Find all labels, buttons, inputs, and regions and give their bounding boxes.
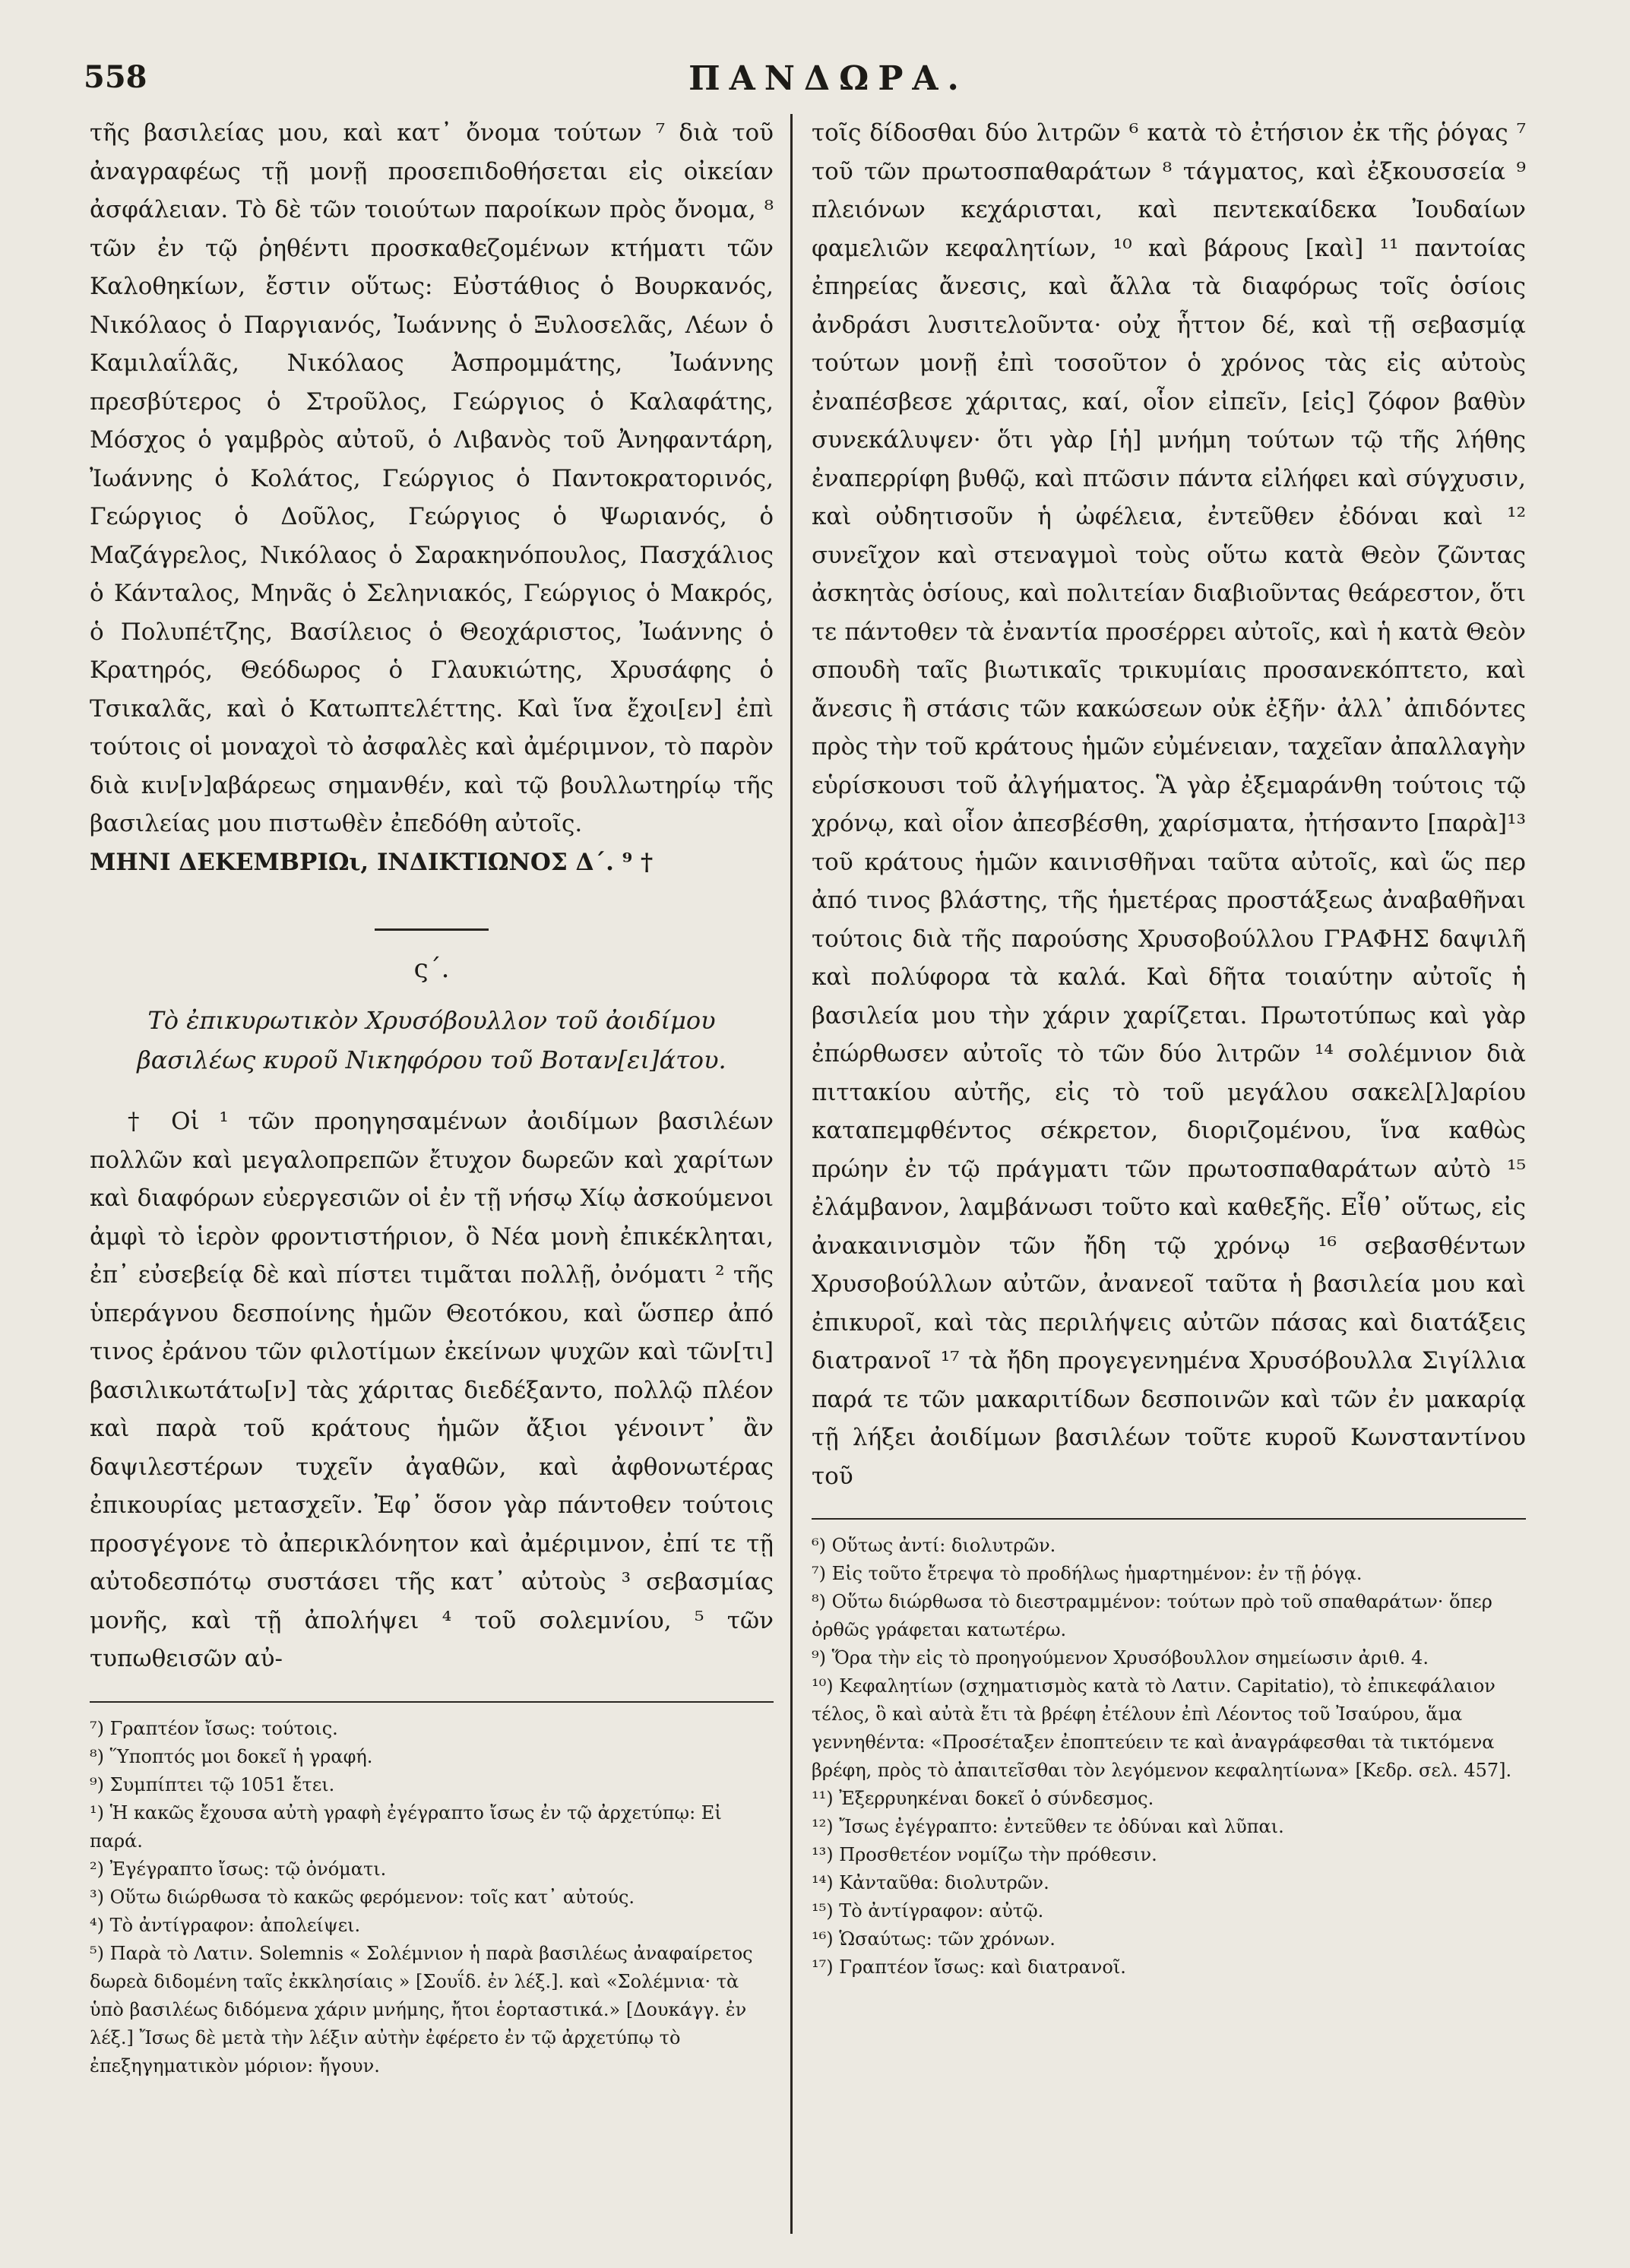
- footnote: ⁸) Ὕποπτός μοι δοκεῖ ἡ γραφή.: [90, 1745, 373, 1767]
- section-title: Τὸ ἐπικυρωτικὸν Χρυσόβουλλον τοῦ ἀοιδίμου βασιλέως κυροῦ Νικηφόρου τοῦ Βοταν[ει]άτου.: [137, 1006, 726, 1074]
- footnote: ¹⁶) Ὡσαύτως: τῶν χρόνων.: [812, 1928, 1056, 1950]
- footnote: ²) Ἐγέγραπτο ἴσως: τῷ ὀνόματι.: [90, 1858, 387, 1880]
- section-number: ς΄.: [413, 954, 450, 984]
- page-number: 558: [84, 59, 147, 95]
- left-footnotes: [90, 1715, 774, 2080]
- right-body-text: [812, 114, 1526, 1495]
- footnote: ¹) Ἡ κακῶς ἔχουσα αὐτὴ γραφὴ ἐγέγραπτο ἴσως ἐν τῷ ἀρχετύπῳ: Εἰ παρά.: [90, 1801, 722, 1852]
- closing-date-line: ΜΗΝΙ ΔΕΚΕΜΒΡΙΩι, ΙΝΔΙΚΤΙΩΝΟΣ Δ΄. ⁹ †: [90, 848, 654, 876]
- footnote: ¹⁵) Τὸ ἀντίγραφον: αὐτῷ.: [812, 1900, 1044, 1922]
- footnote: ⁵) Παρὰ τὸ Λατιν. Solemnis « Σολέμνιον ἡ παρὰ βασιλέως ἀναφαίρετος δωρεὰ διδομένη ταῖς ἐκκλησίαις » [Σουΐδ. ἐν λέξ.]. καὶ «Σολέμνια· τὰ ὑπὸ βασιλέως διδόμενα χάριν μνήμης, ἤτοι ἑορταστικά.» [Δουκάγγ. ἐν λέξ.] Ἴσως δὲ μετὰ τὴν λέξιν αὐτὴν ἐφέρετο ἐν τῷ ἀρχετύπῳ τὸ ἐπεξηγηματικὸν μόριον: ἤγουν.: [90, 1942, 753, 2077]
- footnote: ⁹) Ὅρα τὴν εἰς τὸ προηγούμενον Χρυσόβουλλον σημείωσιν ἀριθ. 4.: [812, 1647, 1429, 1669]
- footnote: ⁷) Γραπτέον ἴσως: τούτοις.: [90, 1717, 338, 1739]
- right-footnotes: [812, 1532, 1526, 1982]
- section-divider: [375, 928, 489, 931]
- footnote: ¹⁷) Γραπτέον ἴσως: καὶ διατρανοῖ.: [812, 1956, 1126, 1978]
- right-text-block: τοῖς δίδοσθαι δύο λιτρῶν ⁶ κατὰ τὸ ἐτήσιον ἐκ τῆς ῥόγας ⁷ τοῦ τῶν πρωτοσπαθαράτων ⁸ τάγματος, καὶ ἐξκουσσεία ⁹ πλειόνων κεχάρισται, καὶ πεντεκαίδεκα Ἰουδαίων φαμελιῶν κεφαλητίων, ¹⁰ καὶ βάρους [καὶ] ¹¹ παντοίας ἐπηρείας ἄνεσις, καὶ ἄλλα τὰ διαφόρως τοῖς ὁσίοις ἀνδράσι λυσιτελοῦντα· οὐχ ἧττον δέ, καὶ τῇ σεβασμίᾳ τούτων μονῇ ἐπὶ τοσοῦτον ὁ χρόνος τὰς εἰς αὐτοὺς ἐναπέσβεσε χάριτας, καί, οἷον εἰπεῖν, [εἰς] ζόφον βαθὺν συνεκάλυψεν· ὅτι γὰρ [ἡ] μνήμη τούτων τῷ τῆς λήθης ἐναπερρίφη βυθῷ, καὶ πτῶσιν πάντα εἰλήφει καὶ σύγχυσιν, καὶ οὐδητισοῦν ἡ ὠφέλεια, ἐντεῦθεν ἐδόναι καὶ ¹² συνεῖχον καὶ στεναγμοὶ τοὺς οὕτω κατὰ Θεὸν ζῶντας ἀσκητὰς ὁσίους, καὶ πολιτείαν διαβιοῦντας θεάρεστον, ὅτι τε πάντοθεν τὰ ἐναντία προσέρρει αὐτοῖς, καὶ ἡ κατὰ Θεὸν σπουδὴ ταῖς βιωτικαῖς τρικυμίαις προσανεκόπτετο, καὶ ἄνεσις ἢ στάσις τῶν κακώσεων οὐκ ἐξῆν· ἀλλ᾽ ἀπιδόντες πρὸς τὴν τοῦ κράτους ἡμῶν εὐμένειαν, ταχεῖαν ἀπαλλαγὴν εὑρίσκουσι τοῦ ἀλγήματος. Ἃ γὰρ ἐξεμαράνθη τούτοις τῷ χρόνῳ, καὶ οἷον ἀπεσβέσθη, χαρίσματα, ἠτήσαντο [παρὰ]¹³ τοῦ κράτους ἡμῶν καινισθῆναι ταῦτα αὐτοῖς, καὶ ὥς περ ἀπό τινος βλάστης, τῆς ἡμετέρας προστάξεως ἀναβαθῆναι τούτοις διὰ τῆς παρούσης Χρυσοβούλλου ΓΡΑΦΗΣ δαψιλῆ καὶ πολύφορα τὰ καλά. Καὶ δῆτα τοιαύτην αὐτοῖς ἡ βασιλεία μου τὴν χάριν χαρίζεται. Πρωτοτύπως καὶ γὰρ ἐπώρθωσεν αὐτοῖς τὸ τῶν δύο λιτρῶν ¹⁴ σολέμνιον διὰ πιττακίου αὐτῆς, εἰς τὸ τοῦ μεγάλου σακελ[λ]αρίου καταπεμφθέντος σέκρετον, διοριζομένου, ἵνα καθὼς πρώην ἐν τῷ πράγματι τῶν πρωτοσπαθαράτων αὐτὸ ¹⁵ ἐλάμβανον, λαμβάνωσι τοῦτο καὶ καθεξῆς. Εἶθ᾽ οὕτως, εἰς ἀνακαινισμὸν τῶν ἤδη τῷ χρόνῳ ¹⁶ σεβασθέντων Χρυσοβούλλων αὐτῶν, ἀνανεοῖ ταῦτα ἡ βασιλεία μου καὶ ἐπικυροῖ, καὶ τὰς περιλήψεις αὐτῶν πάσας καὶ διατάξεις διατρανοῖ ¹⁷ τὰ ἤδη προγεγενημένα Χρυσόβουλλα Σιγίλλια παρά τε τῶν μακαριτίδων δεσποινῶν καὶ τῶν ἐν μακαρίᾳ τῇ λήξει ἀοιδίμων βασιλέων τοῦτε κυροῦ Κωνσταντίνου τοῦ: [812, 119, 1526, 1490]
- right-column: [812, 114, 1526, 1982]
- running-title: ΠΑΝΔΩΡΑ.: [688, 59, 968, 98]
- right-footnote-rule: [812, 1518, 1526, 1520]
- footnote: ¹¹) Ἐξερρυηκέναι δοκεῖ ὁ σύνδεσμος.: [812, 1788, 1154, 1809]
- left-body-text-2: [90, 1102, 774, 1678]
- footnote: ⁴) Τὸ ἀντίγραφον: ἀπολείψει.: [90, 1914, 361, 1936]
- footnote: ¹²) Ἴσως ἐγέγραπτο: ἐντεῦθεν τε ὀδύναι καὶ λῦπαι.: [812, 1816, 1284, 1837]
- left-text-block-1: τῆς βασιλείας μου, καὶ κατ᾽ ὄνομα τούτων ⁷ διὰ τοῦ ἀναγραφέως τῇ μονῇ προσεπιδοθήσεται εἰς οἰκείαν ἀσφάλειαν. Τὸ δὲ τῶν τοιούτων παροίκων πρὸς ὄνομα, ⁸ τῶν ἐν τῷ ῥηθέντι προσκαθεζομένων κτήματι τῶν Καλοθηκίων, ἔστιν οὕτως: Εὐστάθιος ὁ Βουρκανός, Νικόλαος ὁ Παργιανός, Ἰωάννης ὁ Ξυλοσελᾶς, Λέων ὁ Καμιλαΐλᾶς, Νικόλαος Ἀσπρομμάτης, Ἰωάννης πρεσβύτερος ὁ Στροῦλος, Γεώργιος ὁ Καλαφάτης, Μόσχος ὁ γαμβρὸς αὐτοῦ, ὁ Λιβανὸς τοῦ Ἀνηφαντάρη, Ἰωάννης ὁ Κολάτος, Γεώργιος ὁ Παντοκρατορινός, Γεώργιος ὁ Δοῦλος, Γεώργιος ὁ Ψωριανός, ὁ Μαζάγρελος, Νικόλαος ὁ Σαρακηνόπουλος, Πασχάλιος ὁ Κάνταλος, Μηνᾶς ὁ Σεληνιακός, Γεώργιος ὁ Μακρός, ὁ Πολυπέτζης, Βασίλειος ὁ Θεοχάριστος, Ἰωάννης ὁ Κρατηρός, Θεόδωρος ὁ Γλαυκιώτης, Χρυσάφης ὁ Τσικαλᾶς, καὶ ὁ Κατωπτελέττης. Καὶ ἵνα ἔχοι[εν] ἐπὶ τούτοις οἱ μοναχοὶ τὸ ἀσφαλὲς καὶ ἀμέριμνον, τὸ παρὸν διὰ κιν[ν]αβάρεως σημανθέν, καὶ τῷ βουλλωτηρίῳ τῆς βασιλείας μου πιστωθὲν ἐπεδόθη αὐτοῖς.: [90, 119, 774, 837]
- footnote: ³) Οὕτω διώρθωσα τὸ κακῶς φερόμενον: τοῖς κατ᾽ αὐτούς.: [90, 1886, 635, 1908]
- left-text-block-2: † Οἱ ¹ τῶν προηγησαμένων ἀοιδίμων βασιλέων πολλῶν καὶ μεγαλοπρεπῶν ἔτυχον δωρεῶν καὶ χαρίτων καὶ διαφόρων εὐεργεσιῶν οἱ ἐν τῇ νήσῳ Χίῳ ἀσκούμενοι ἀμφὶ τὸ ἱερὸν φροντιστήριον, ὃ Νέα μονὴ ἐπικέκληται, ἐπ᾽ εὐσεβείᾳ δὲ καὶ πίστει τιμᾶται πολλῇ, ὀνόματι ² τῆς ὑπεράγνου δεσποίνης ἡμῶν Θεοτόκου, καὶ ὥσπερ ἀπό τινος ἐράνου τῶν φιλοτίμων ἐκείνων ψυχῶν καὶ τῶν[τι] βασιλικωτάτω[ν] τὰς χάριτας διεδέξαντο, πολλῷ πλέον καὶ παρὰ τοῦ κράτους ἡμῶν ἄξιοι γένοιντ᾽ ἂν δαψιλεστέρων τυχεῖν ἀγαθῶν, καὶ ἀφθονωτέρας ἐπικουρίας μετασχεῖν. Ἐφ᾽ ὅσον γὰρ πάντοθεν τούτοις προσγέγονε τὸ ἀπερικλόνητον καὶ ἀμέριμνον, ἐπί τε τῇ αὐτοδεσπότῳ συστάσει τῆς κατ᾽ αὐτοὺς ³ σεβασμίας μονῆς, καὶ τῇ ἀπολήψει ⁴ τοῦ σολεμνίου, ⁵ τῶν τυπωθεισῶν αὐ-: [90, 1108, 774, 1672]
- left-body-text: [90, 114, 774, 881]
- footnote: ⁶) Οὕτως ἀντί: διολυτρῶν.: [812, 1535, 1056, 1556]
- column-divider: [790, 114, 793, 2234]
- left-footnote-rule: [90, 1701, 774, 1703]
- footnote: ¹³) Προσθετέον νομίζω τὴν πρόθεσιν.: [812, 1844, 1157, 1865]
- footnote: ⁸) Οὕτω διώρθωσα τὸ διεστραμμένον: τούτων πρὸ τοῦ σπαθαράτων· ὅπερ ὀρθῶς γράφεται κατωτέρω.: [812, 1591, 1492, 1640]
- left-column: [90, 114, 774, 2080]
- footnote: ¹⁰) Κεφαλητίων (σχηματισμὸς κατὰ τὸ Λατιν. Capitatio), τὸ ἐπικεφάλαιον τέλος, ὃ καὶ αὐτὰ ἔτι τὰ βρέφη ἐτέλουν ἐπὶ Λέοντος τοῦ Ἰσαύρου, ἅμα γεννηθέντα: «Προσέταξεν ἐποπτεύειν τε καὶ ἀναγράφεσθαι τὰ τικτόμενα βρέφη, πρὸς τὸ ἀπαιτεῖσθαι τὸν λεγόμενον κεφαλητίωνα» [Κεδρ. σελ. 457].: [812, 1675, 1512, 1781]
- page-header: [84, 59, 1573, 112]
- footnote: ¹⁴) Κἀνταῦθα: διολυτρῶν.: [812, 1872, 1049, 1893]
- footnote: ⁷) Εἰς τοῦτο ἔτρεψα τὸ προδήλως ἡμαρτημένον: ἐν τῇ ῥόγᾳ.: [812, 1563, 1363, 1584]
- footnote: ⁹) Συμπίπτει τῷ 1051 ἔτει.: [90, 1773, 335, 1795]
